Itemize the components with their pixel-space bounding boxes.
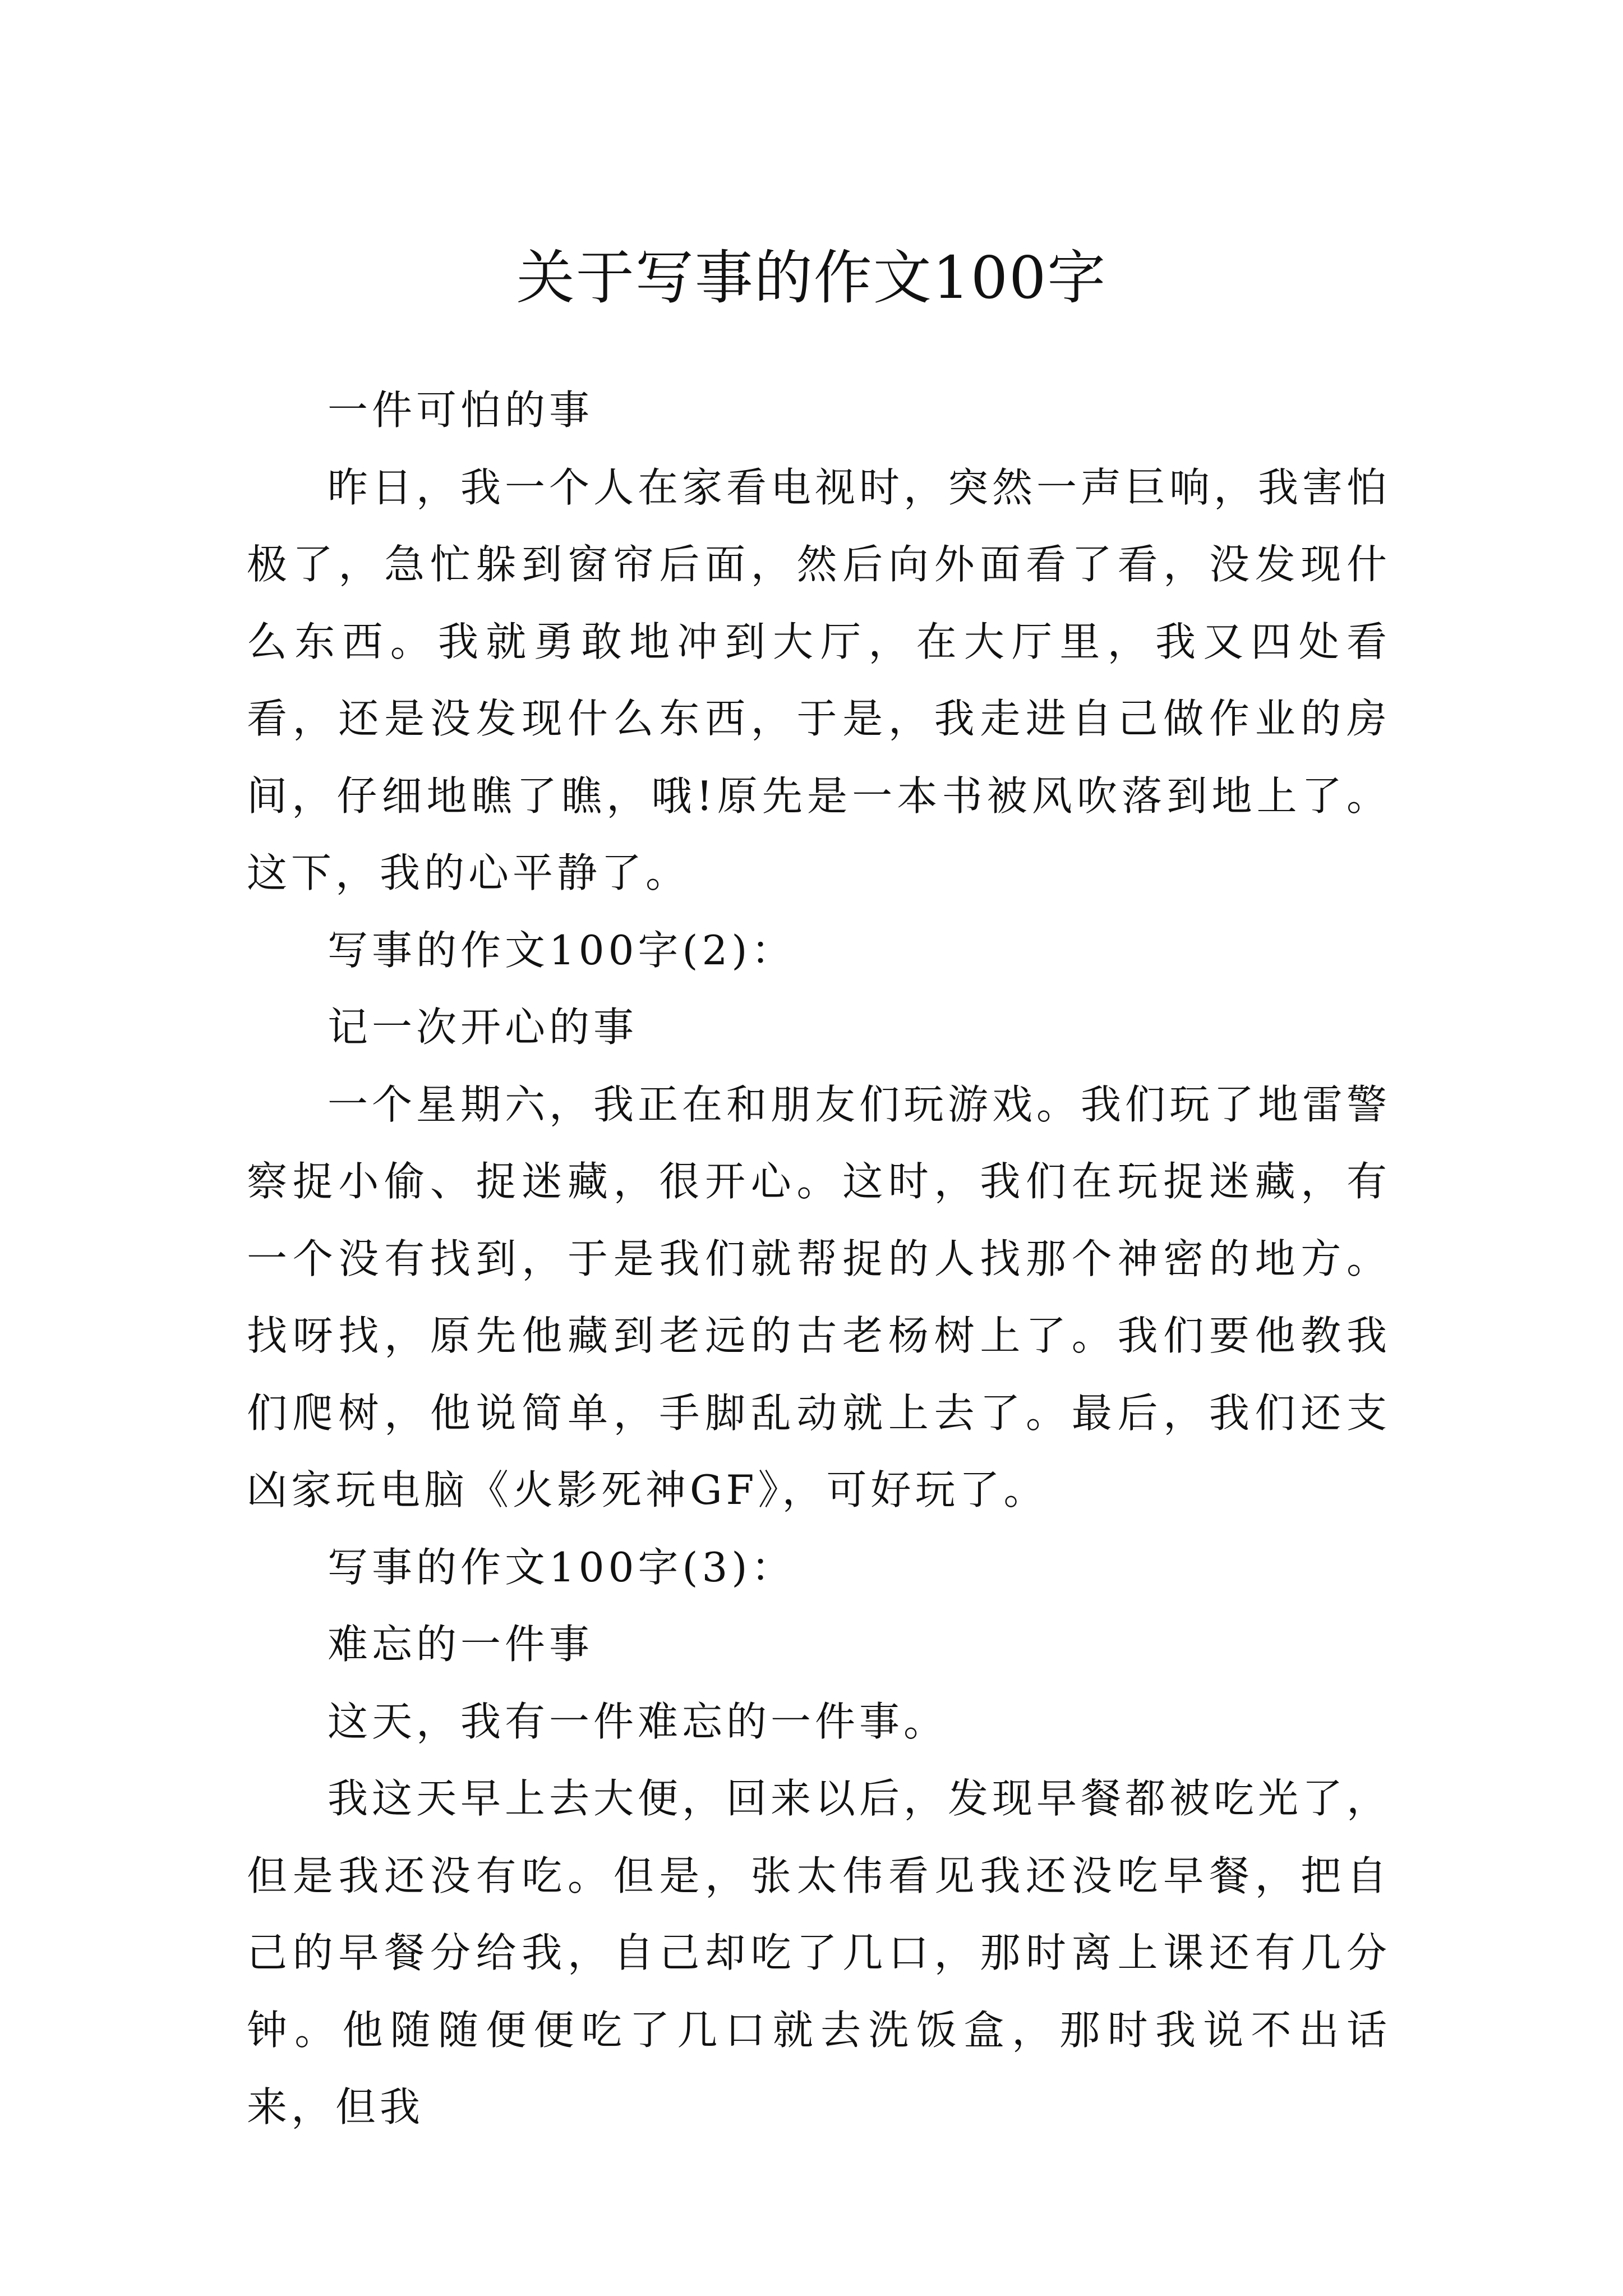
paragraph: 记一次开心的事 <box>328 1004 638 1051</box>
document-body <box>247 372 1391 2146</box>
paragraph: 写事的作文100字(3)： <box>328 1543 796 1591</box>
paragraph: 这天，我有一件难忘的一件事。 <box>328 1697 948 1745</box>
paragraph: 昨日，我一个人在家看电视时，突然一声巨响，我害怕极了，急忙躲到窗帘后面，然后向外面看了看，没发现什么东西。我就勇敢地冲到大厅，在大厅里，我又四处看看，还是没发现什么东西，于是，我走进自己做作业的房间，仔细地瞧了瞧，哦!原先是一本书被风吹落到地上了。这下，我的心平静了。 <box>247 463 1391 896</box>
paragraph: 我这天早上去大便，回来以后，发现早餐都被吃光了，但是我还没有吃。但是，张太伟看见我还没吃早餐，把自己的早餐分给我，自己却吃了几口，那时离上课还有几分钟。他随随便便吃了几口就去洗饭盒，那时我说不出话来，但我 <box>247 1775 1391 2131</box>
paragraph: 一个星期六，我正在和朋友们玩游戏。我们玩了地雷警察捉小偷、捉迷藏，很开心。这时，我们在玩捉迷藏，有一个没有找到，于是我们就帮捉的人找那个神密的地方。找呀找，原先他藏到老远的古老杨树上了。我们要他教我们爬树，他说简单，手脚乱动就上去了。最后，我们还支凶家玩电脑《火影死神GF》，可好玩了。 <box>247 1080 1391 1513</box>
paragraph: 一件可怕的事 <box>328 386 594 434</box>
paragraph: 写事的作文100字(2)： <box>328 926 796 974</box>
paragraph: 难忘的一件事 <box>328 1621 594 1668</box>
document-title: 关于写事的作文100字 <box>516 243 1107 312</box>
